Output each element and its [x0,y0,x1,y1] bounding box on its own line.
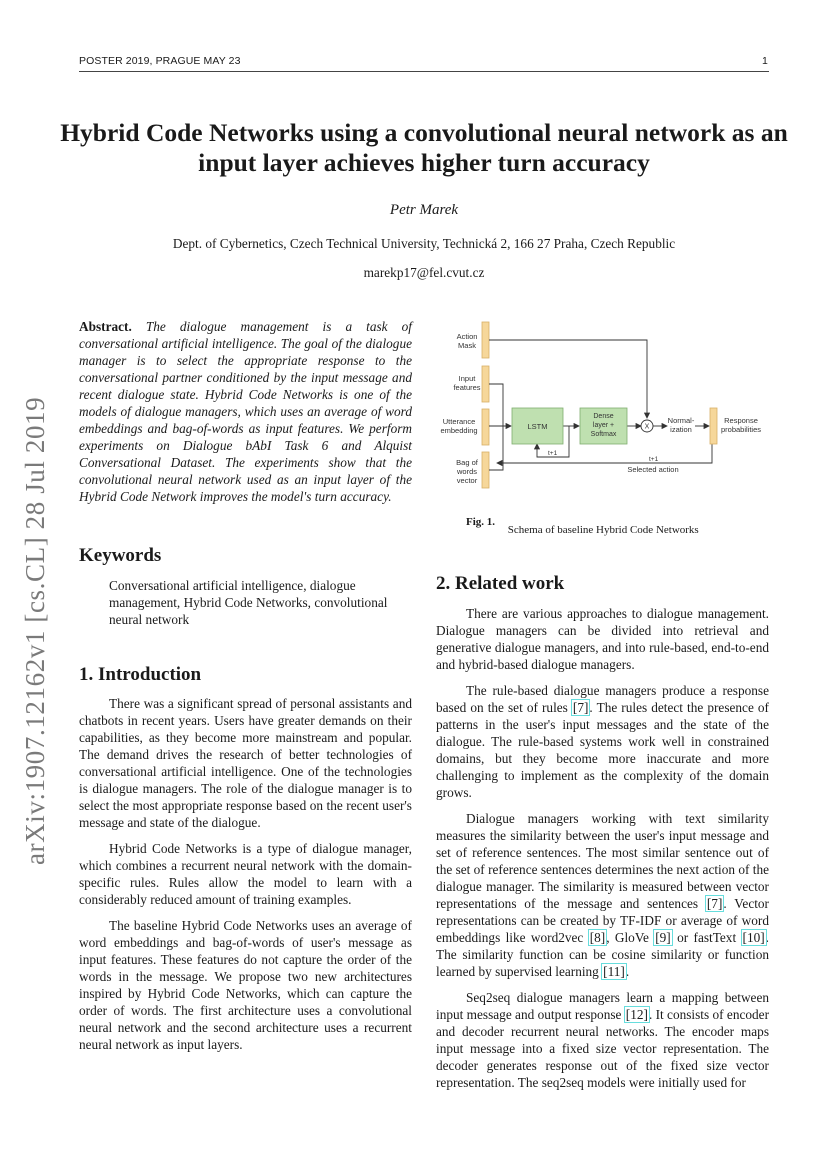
text-span: . The rules detect the presence of patterns in the user's input messages and the state of the dialogue. The rule-based systems work well in constrained domains, but they become more inaccurate and more challenging to implement as the complexity of the domain grows. [436,700,769,800]
abstract [79,318,412,505]
dense-label: layer + [592,422,615,429]
label-input-features: Input [458,374,476,383]
label-action-mask: Action [456,332,478,341]
text-span: or fastText [671,930,742,945]
label-input-features: features [453,383,481,392]
label-action-mask: Mask [458,341,476,350]
author-name: Petr Marek [389,202,459,218]
figure-label: Fig. 1. [466,516,496,528]
citation-link[interactable]: [9] [655,930,671,945]
related-work-paragraph: There are various approaches to dialogue management. Dialogue managers can be divided into retrieval and generative dialogue managers, and into rule-based, end-to-end and hybrid-based dialogue managers. [436,606,769,672]
related-work-paragraph [436,810,769,980]
citation-link[interactable]: [8] [589,930,606,945]
related-work-heading: 2. Related work [436,573,565,594]
affiliation: Dept. of Cybernetics, Czech Technical University, Technická 2, 166 27 Praha, Czech Republic [172,236,676,251]
keywords-text: Conversational artificial intelligence, dialogue management, Hybrid Code Networks, convolutional neural network [109,578,388,627]
related-work-paragraph [436,682,769,801]
input-bar-utterance [482,409,489,445]
hcn-schema-figure [437,318,769,514]
running-header: POSTER 2019, PRAGUE MAY 23 [79,55,241,67]
page-number: 1 [762,55,768,67]
label-bag-of-words: vector [456,476,478,485]
arxiv-stamp: arXiv:1907.12162v1 [cs.CL] 28 Jul 2019 [20,396,50,865]
t-plus-one-label: t+1 [649,456,659,463]
text-span: Dialogue managers working with text similarity measures the similarity between the user's input message and set of reference sentences. The most similar sentence out of the set of reference sentences determines the next action of the dialogue manager. The similarity is measured between vector representations of the message and sentences [436,811,770,911]
intro-paragraph: Hybrid Code Networks is a type of dialogue manager, which combines a recurrent neural network with the domain-specific rules. Rules allow the model to learn with a considerably reduced amount of training examples. [79,841,412,907]
related-work-body [436,605,769,1100]
intro-paragraph: The baseline Hybrid Code Networks uses an average of word embeddings and bag-of-words of user's message as input features. These features do not capture the order of the words in the message. We propose two new architectures inspired by Hybrid Code Networks, which can capture the order of words. The first architecture uses a convolutional neural network and the second architecture uses a recurrent neural network as input layers. [79,918,412,1052]
multiply-label: X [644,423,650,431]
dense-label: Softmax [590,431,617,438]
arrow-selected-action [497,444,712,463]
citation-link[interactable]: [11] [603,964,625,979]
normalization-label: ization [670,425,692,434]
figure-caption [466,516,699,536]
figure-caption-text: Schema of baseline Hybrid Code Networks [507,524,699,536]
dense-label: Dense [593,413,614,420]
text-span: Seq2seq dialogue managers learn a mapping between input message and output response [436,990,769,1022]
related-work-paragraph [436,989,769,1091]
text-span: . The similarity function can be cosine similarity or function learned by supervised learning [436,930,769,979]
lstm-label: LSTM [527,422,548,431]
paper-title: Hybrid Code Networks using a convolutional neural network as an input layer achieves higher turn accuracy [60,118,788,177]
citation-link[interactable]: [7] [706,896,723,911]
text-span: . Vector representations can be created by TF-IDF or average of word embeddings like word2vec [436,896,769,945]
header-rule [79,71,769,72]
author-email: marekp17@fel.cvut.cz [363,265,485,280]
abstract-text: The dialogue management is a task of conversational artificial intelligence. The goal of the dialogue manager is to select the appropriate response to the conversational partner conditioned by the input message and recent dialogue state. Hybrid Code Networks is one of the models of dialogue managers, which uses an average of word embeddings and bag-of-words as input features. We perform experiments on Dialogue bAbI Task 6 and Alquist Conversational Dataset. The experiments show that the convolutional neural network used as an input layer of the Hybrid Code Network improves the model's turn accuracy. [79,319,412,504]
label-utterance-embedding: embedding [440,426,478,435]
abstract-label: Abstract. [79,319,132,334]
normalization-label: Normal- [667,416,695,425]
citation-link[interactable]: [10] [742,930,765,945]
label-bag-of-words: Bag of [456,458,478,467]
introduction-heading: 1. Introduction [79,664,202,685]
arrow-action-mask [489,340,647,418]
citation-link[interactable]: [7] [572,700,589,715]
label-utterance-embedding: Utterance [442,417,476,426]
input-bar-action-mask [482,322,489,358]
introduction-body [79,695,412,1062]
response-probabilities-label: probabilities [720,425,762,434]
text-span: , GloVe [606,930,655,945]
keywords-heading: Keywords [79,545,162,566]
arrow-input-features [489,384,503,426]
citation-link[interactable]: [12] [625,1007,648,1022]
intro-paragraph: There was a significant spread of personal assistants and chatbots in recent years. Users have greater demands on their capabilities, as they become more mainstream and popular. The demand drives the research of better technologies of conversational artificial intelligence. One of the technologies is dialogue managers. The role of the dialogue manager is to select the most appropriate response based on the recent user's message and state of the dialogue. [79,696,412,830]
t-plus-one-label: t+1 [548,450,558,457]
label-bag-of-words: words [456,467,478,476]
text-span: . It consists of encoder and decoder recurrent neural networks. The encoder maps input message into a fixed size vector representation. The decoder generates response out of the fixed size vector representation. The seq2seq models were initially used for [436,1007,769,1090]
text-span: . [625,964,630,979]
input-bar-features [482,366,489,402]
text-span: The rule-based dialogue managers produce a response based on the set of rules [436,683,769,715]
selected-action-label: Selected action [627,465,679,474]
output-bar [710,408,717,444]
response-probabilities-label: Response [724,416,758,425]
input-bar-bow [482,452,489,488]
